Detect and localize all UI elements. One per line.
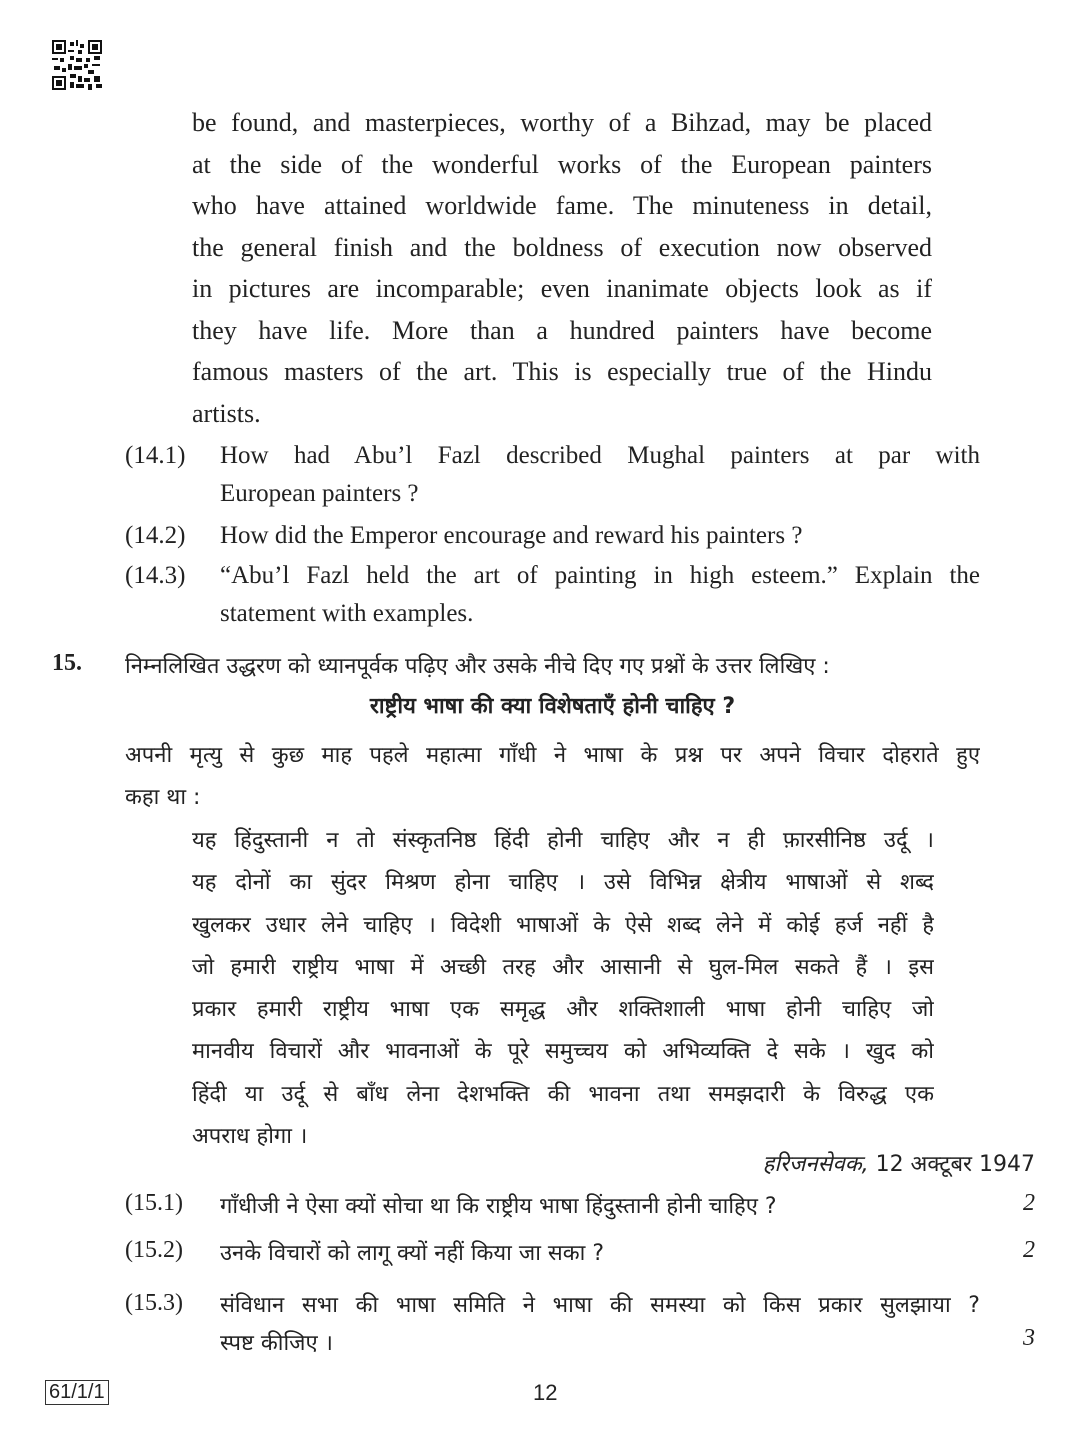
gandhi-quote: [192, 820, 934, 1158]
quote-line: प्रकार हमारी राष्ट्रीय भाषा एक समृद्ध और शक्तिशाली भाषा होनी चाहिए जो: [192, 997, 934, 1023]
subquestion-number: (15.3): [125, 1290, 183, 1316]
passage-line: in pictures are incomparable; even inanimate objects look as if: [192, 274, 932, 303]
subquestion-text: संविधान सभा की भाषा समिति ने भाषा की समस्या को किस प्रकार सुलझाया ?: [220, 1293, 980, 1318]
subquestion-text: गाँधीजी ने ऐसा क्यों सोचा था कि राष्ट्रीय भाषा हिंदुस्तानी होनी चाहिए ?: [220, 1194, 777, 1219]
quote-line: यह हिंदुस्तानी न तो संस्कृतनिष्ठ हिंदी होनी चाहिए और न ही फ़ारसीनिष्ठ उर्दू ।: [192, 828, 934, 853]
quote-line: जो हमारी राष्ट्रीय भाषा में अच्छी तरह और आसानी से घुल-मिल सकते हैं । इस: [192, 954, 934, 980]
subquestion-number: (15.2): [125, 1237, 183, 1263]
subquestion-text: स्पष्ट कीजिए ।: [220, 1331, 334, 1356]
source-title: हरिजनसेवक,: [762, 1152, 869, 1177]
marks: 3: [1023, 1325, 1035, 1351]
source-date: 12 अक्टूबर 1947: [868, 1152, 1035, 1177]
subquestion-text: उनके विचारों को लागू क्यों नहीं किया जा सका ?: [220, 1241, 605, 1266]
page-number: 12: [533, 1380, 558, 1405]
quote-line: अपराध होगा ।: [192, 1124, 308, 1150]
quote-line: यह दोनों का सुंदर मिश्रण होना चाहिए । उसे विभिन्न क्षेत्रीय भाषाओं से शब्द: [192, 870, 934, 896]
marks: 2: [1023, 1237, 1035, 1263]
intro-line: अपनी मृत्यु से कुछ माह पहले महात्मा गाँधी ने भाषा के प्रश्न पर अपने विचार दोहराते हुए: [125, 743, 980, 768]
question-instruction: निम्नलिखित उद्धरण को ध्यानपूर्वक पढ़िए और उसके नीचे दिए गए प्रश्नों के उत्तर लिखिए :: [125, 654, 830, 679]
question-number: 15.: [52, 650, 82, 676]
passage-line: be found, and masterpieces, worthy of a Bihzad, may be placed: [192, 108, 932, 137]
paper-code: 61/1/1: [45, 1380, 109, 1405]
passage-line: artists.: [192, 398, 261, 428]
subquestion-text: statement with examples.: [220, 600, 474, 627]
subquestion-number: (15.1): [125, 1190, 183, 1216]
quote-source: [600, 1148, 1035, 1178]
passage-line: at the side of the wonderful works of the European painters: [192, 149, 932, 179]
subquestion-text: “Abu’l Fazl held the art of painting in high esteem.” Explain the: [220, 562, 980, 589]
passage-line: the general finish and the boldness of execution now observed: [192, 232, 932, 262]
qr-code-icon: [52, 40, 102, 90]
subquestion-15-2: [125, 1237, 1035, 1277]
subquestion-text: European painters ?: [220, 480, 419, 507]
subquestion-number: (14.2): [125, 522, 186, 549]
subquestion-15-3: [125, 1287, 1035, 1367]
subquestion-text: How had Abu’l Fazl described Mughal painters at par with: [220, 442, 980, 469]
marks: 2: [1023, 1190, 1035, 1216]
quote-line: खुलकर उधार लेने चाहिए । विदेशी भाषाओं के ऐसे शब्द लेने में कोई हर्ज नहीं है: [192, 912, 934, 938]
quote-line: हिंदी या उर्दू से बाँध लेना देशभक्ति की भावना तथा समझदारी के विरुद्ध एक: [192, 1081, 934, 1107]
passage-14: [192, 102, 932, 434]
subquestion-number: (14.1): [125, 442, 186, 469]
passage-intro: [125, 735, 980, 819]
passage-line: they have life. More than a hundred painters have become: [192, 315, 932, 345]
subquestion-15-1: [125, 1190, 1035, 1230]
passage-line: famous masters of the art. This is especially true of the Hindu: [192, 357, 932, 386]
passage-heading: राष्ट्रीय भाषा की क्या विशेषताएँ होनी चाहिए ?: [369, 694, 736, 719]
subquestion-number: (14.3): [125, 562, 186, 589]
passage-line: who have attained worldwide fame. The minuteness in detail,: [192, 191, 932, 220]
subquestion-text: How did the Emperor encourage and reward his painters ?: [220, 522, 803, 549]
intro-line: कहा था :: [125, 785, 201, 810]
quote-line: मानवीय विचारों और भावनाओं के पूरे समुच्चय को अभिव्यक्ति दे सके । खुद को: [192, 1039, 934, 1065]
